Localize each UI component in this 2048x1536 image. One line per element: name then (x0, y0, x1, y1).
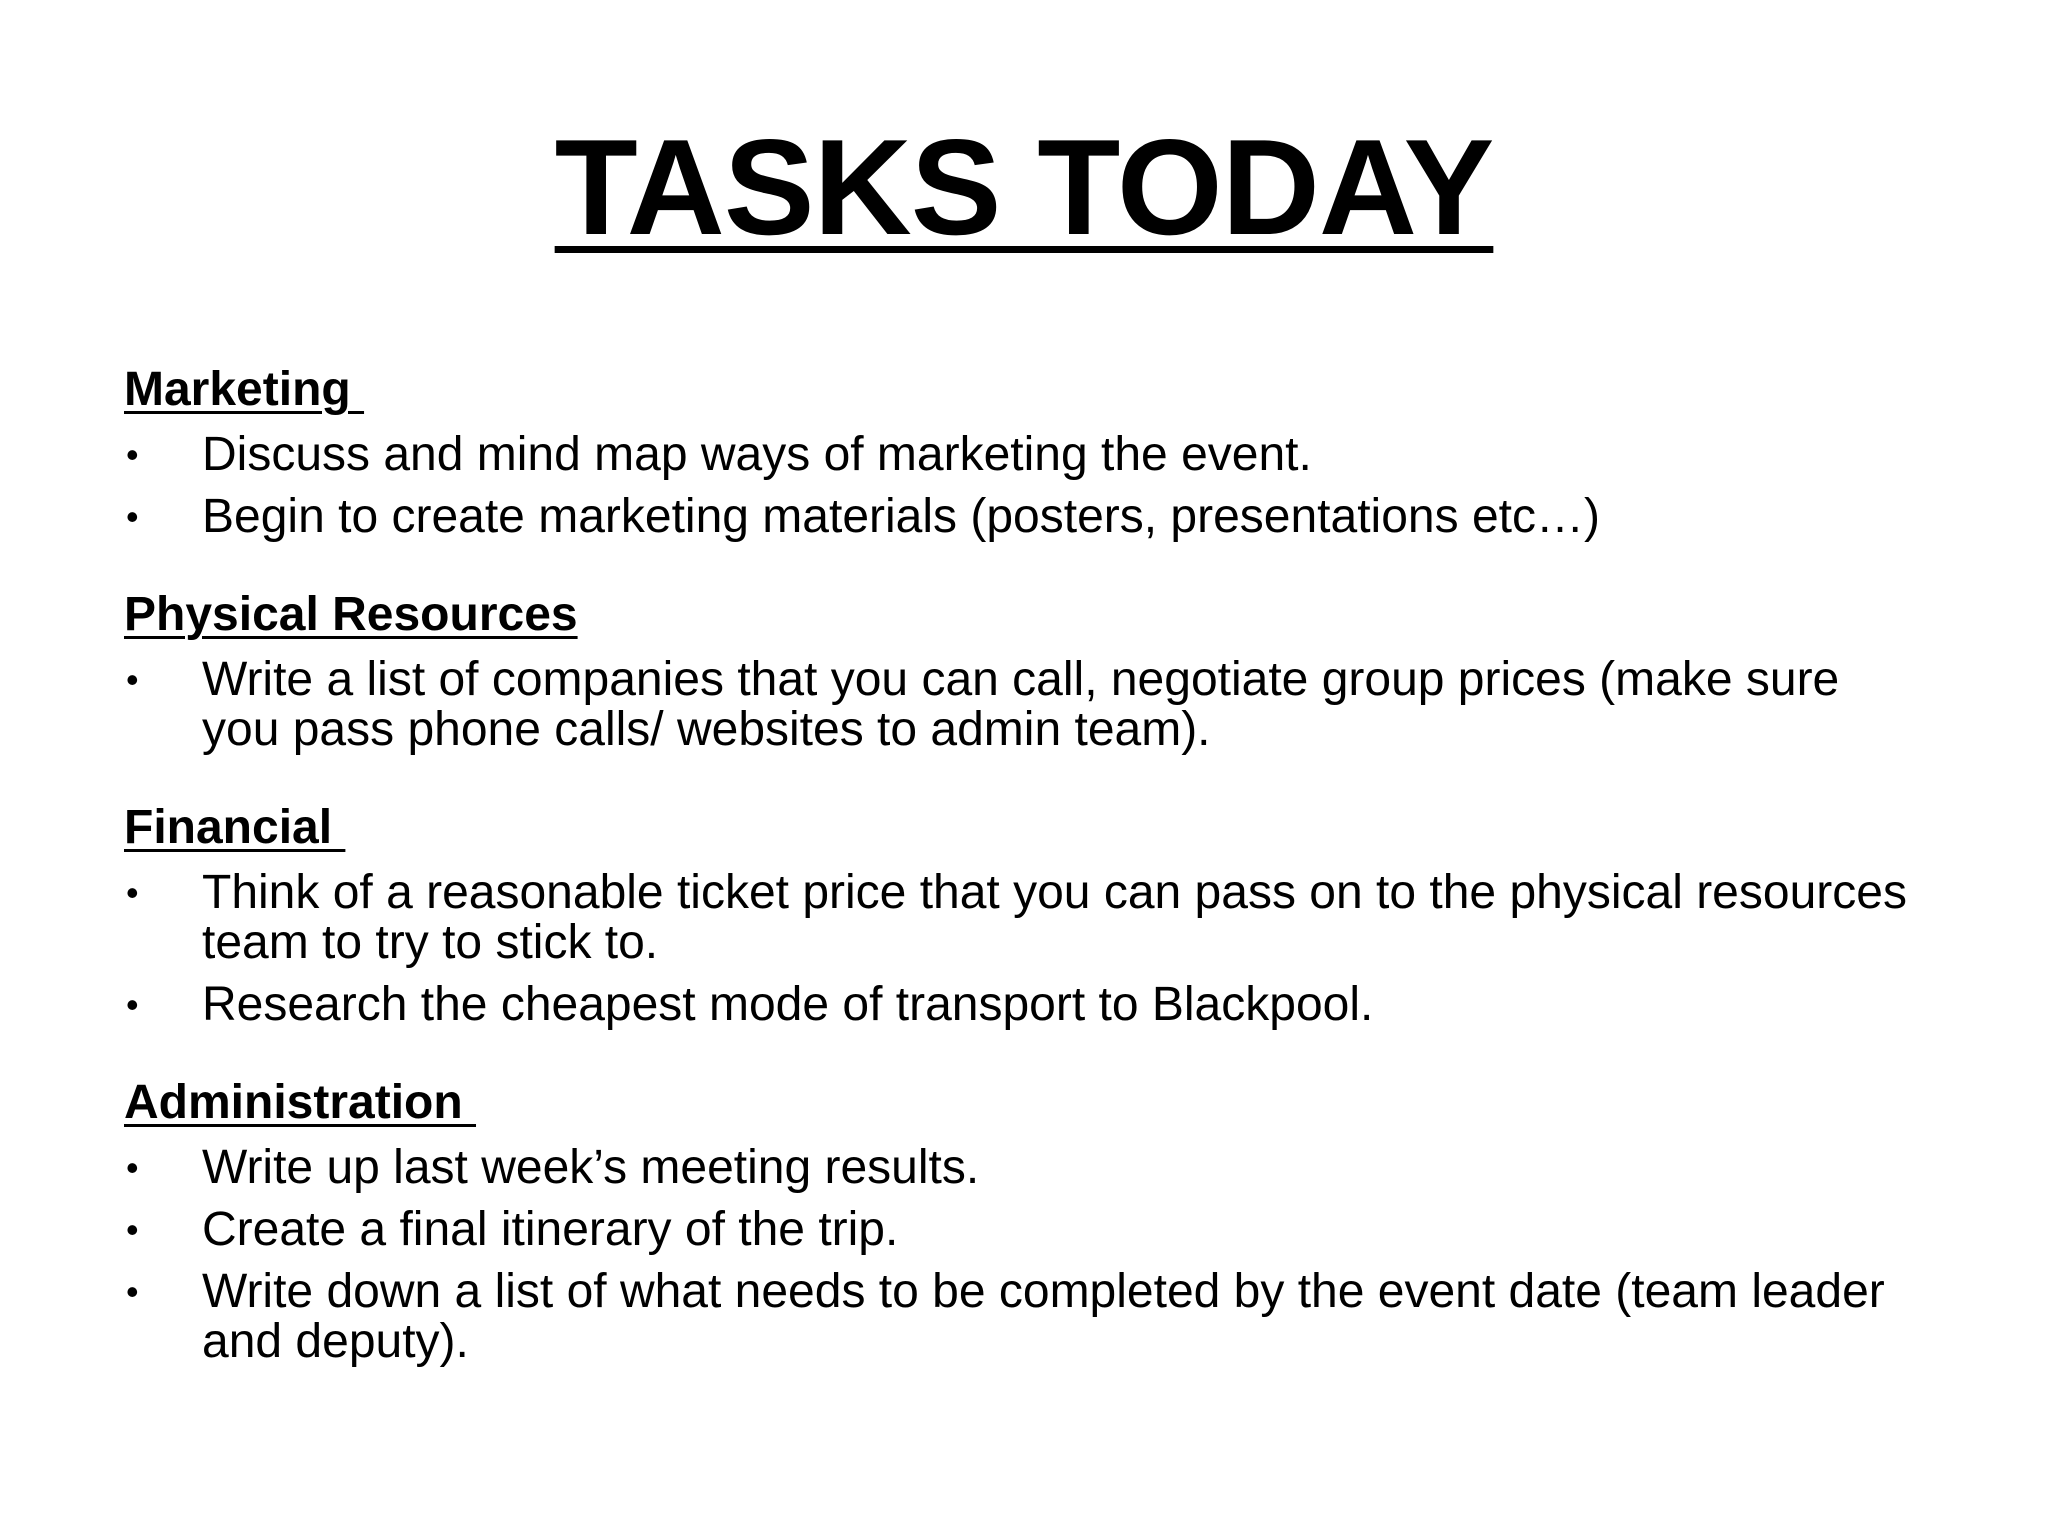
bullet-list (124, 655, 1924, 755)
slide-title: TASKS TODAY (554, 111, 1494, 263)
list-item (124, 1143, 1924, 1193)
bullet-icon: • (126, 659, 139, 700)
section-heading: Financial (124, 801, 346, 854)
list-item (124, 655, 1924, 755)
section-heading: Physical Resources (124, 588, 578, 641)
list-item (124, 980, 1924, 1030)
bullet-icon: • (126, 1147, 139, 1188)
list-item-text: Write a list of companies that you can call, negotiate group prices (make sure you pass phone calls/ websites to admin team). (202, 653, 1840, 756)
section-heading: Marketing (124, 363, 365, 416)
list-item (124, 492, 1924, 542)
list-item-text: Think of a reasonable ticket price that you can pass on to the physical resources team to try to stick to. (202, 866, 1907, 969)
bullet-icon: • (126, 872, 139, 913)
list-item-text: Write down a list of what needs to be completed by the event date (team leader and deputy). (202, 1265, 1885, 1368)
list-item (124, 1267, 1924, 1367)
section-administration (124, 1075, 1924, 1367)
list-item (124, 868, 1924, 968)
bullet-list (124, 430, 1924, 542)
list-item-text: Begin to create marketing materials (posters, presentations etc…) (202, 490, 1600, 543)
list-item-text: Create a final itinerary of the trip. (202, 1203, 899, 1256)
list-item (124, 430, 1924, 480)
section-physical-resources (124, 587, 1924, 755)
bullet-icon: • (126, 984, 139, 1025)
list-item-text: Research the cheapest mode of transport to Blackpool. (202, 978, 1374, 1031)
section-financial (124, 800, 1924, 1030)
bullet-list (124, 1143, 1924, 1367)
list-item-text: Discuss and mind map ways of marketing the event. (202, 428, 1312, 481)
section-heading: Administration (124, 1076, 477, 1129)
section-marketing (124, 362, 1924, 542)
bullet-icon: • (126, 1271, 139, 1312)
slide-content (124, 362, 1924, 1412)
bullet-icon: • (126, 1209, 139, 1250)
bullet-list (124, 868, 1924, 1030)
list-item-text: Write up last week’s meeting results. (202, 1141, 980, 1194)
list-item (124, 1205, 1924, 1255)
bullet-icon: • (126, 434, 139, 475)
bullet-icon: • (126, 496, 139, 537)
